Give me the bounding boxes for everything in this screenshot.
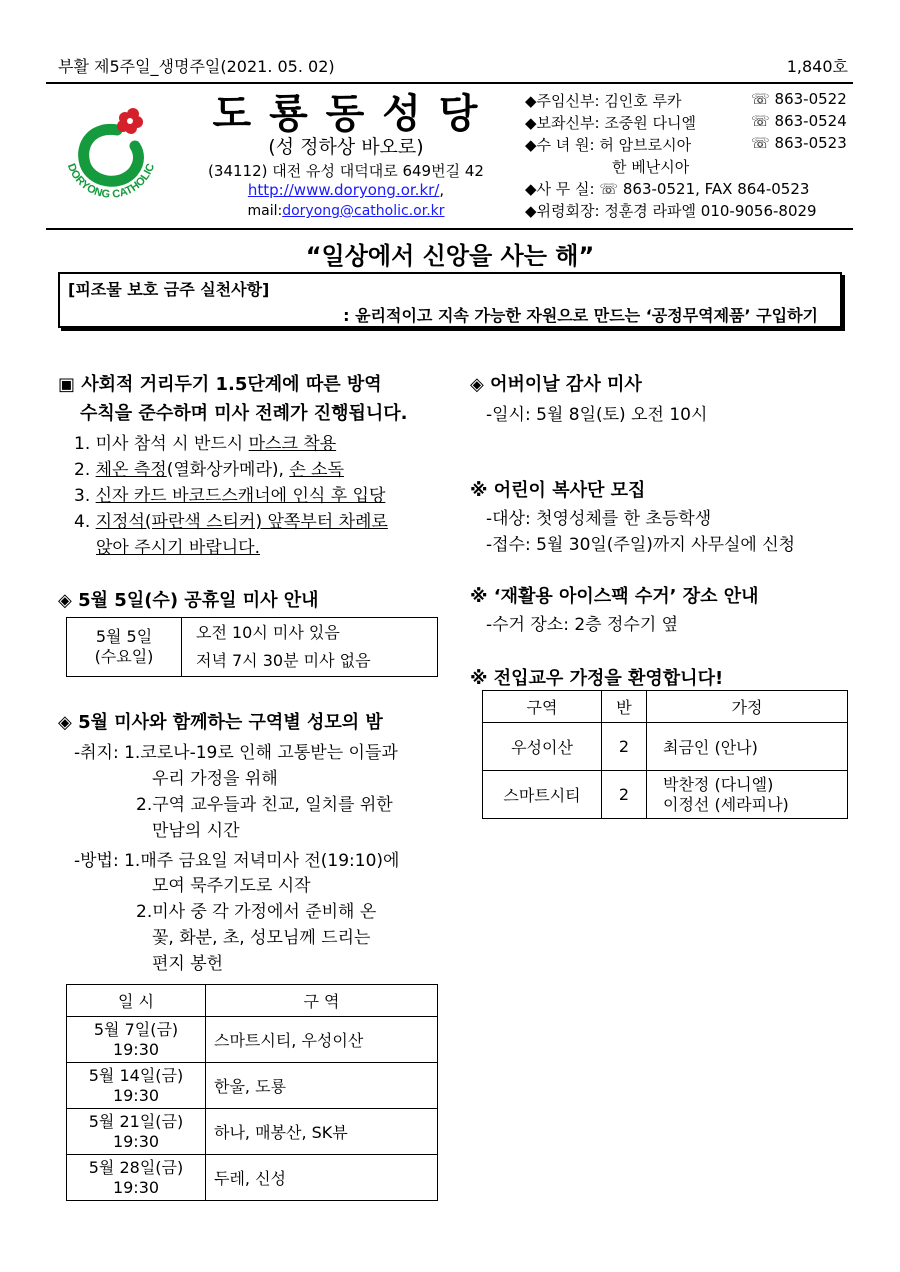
staff-row: [525, 178, 850, 200]
holiday-schedule-cell: [182, 618, 438, 677]
mail-line: [186, 203, 506, 219]
website-link[interactable]: http://www.doryong.or.kr/: [247, 181, 440, 199]
area-cell: 한울, 도룡: [206, 1063, 438, 1109]
area-cell: 스마트시티: [483, 771, 602, 819]
welcome-title: ※ 전입교우 가정을 환영합니다!: [470, 668, 724, 689]
date-cell: [67, 1063, 206, 1109]
family-name: 박찬정 (다니엘): [663, 774, 774, 794]
row-time: 19:30: [112, 1039, 160, 1059]
staff-role: ◆보좌신부: 조중원 다니엘: [525, 114, 697, 132]
holiday-schedule-2: 저녁 7시 30분 미사 없음: [196, 651, 371, 670]
rule-emphasis: 손 소독: [289, 460, 344, 480]
notice-box: [58, 272, 842, 328]
altar-servers-detail: -접수: 5월 30일(주일)까지 사무실에 신청: [486, 535, 796, 555]
family-cell: 최금인 (안나): [647, 723, 848, 771]
column-header: 반: [602, 691, 647, 723]
rosary-line: -방법: 1.매주 금요일 저녁미사 전(19:10)에: [74, 851, 400, 871]
rosary-line: 꽃, 화분, 초, 성모님께 드리는: [152, 928, 371, 948]
ban-cell: 2: [602, 771, 647, 819]
welcome-table: [482, 690, 848, 819]
rule-number: 3.: [74, 486, 96, 506]
rule-emphasis: 마스크 착용: [248, 434, 337, 454]
altar-servers-title: ※ 어린이 복사단 모집: [470, 480, 646, 501]
column-header: 구역: [483, 691, 602, 723]
table-row: [483, 771, 848, 819]
staff-phone: ☏ 863-0523: [751, 134, 847, 152]
row-date: 5월 14일(금): [88, 1065, 184, 1085]
rosary-line: 우리 가정을 위해: [152, 769, 278, 789]
holiday-date: 5월 5일: [95, 627, 153, 646]
rosary-line: 2.미사 중 각 가정에서 준비해 온: [136, 902, 377, 922]
staff-role: 한 베난시아: [612, 158, 690, 176]
staff-role: ◆위령회장: 정훈경 라파엘 010-9056-8029: [525, 202, 817, 220]
staff-row: [525, 90, 850, 112]
table-row: [67, 1155, 438, 1201]
website-line: [186, 181, 506, 199]
distancing-title-2: 수칙을 준수하며 미사 전례가 진행됩니다.: [80, 403, 408, 424]
issue-number: 1,840호: [786, 57, 848, 76]
icepack-title: ※ ‘재활용 아이스팩 수거’ 장소 안내: [470, 586, 759, 607]
row-date: 5월 7일(금): [93, 1019, 179, 1039]
rosary-line: 편지 봉헌: [152, 954, 224, 974]
right-column: [470, 368, 855, 868]
table-row: [67, 1063, 438, 1109]
area-cell: 두레, 신성: [206, 1155, 438, 1201]
table-header-row: [67, 985, 438, 1017]
rule-emphasis: 지정석(파란색 스티커) 앞쪽부터 차례로: [95, 512, 388, 532]
rule-text: (열화상카메라),: [166, 460, 290, 480]
area-cell: 우성이산: [483, 723, 602, 771]
rosary-line: 모여 묵주기도로 시작: [152, 876, 311, 896]
left-column: [58, 368, 448, 1268]
staff-phone: ☏ 863-0524: [751, 112, 847, 130]
rule-item: [74, 481, 385, 506]
rule-number: 1.: [74, 434, 96, 454]
rule-text: 미사 참석 시 반드시: [95, 434, 249, 454]
holiday-weekday: (수요일): [94, 647, 154, 666]
staff-role: ◆주임신부: 김인호 루카: [525, 92, 682, 110]
rule-number: 4.: [74, 512, 96, 532]
table-row: [67, 1017, 438, 1063]
staff-role: ◆수 녀 원: 허 암브로시아: [525, 136, 692, 154]
mail-label: mail:: [247, 203, 283, 219]
distancing-title-1: ▣ 사회적 거리두기 1.5단계에 따른 방역: [58, 374, 382, 395]
family-name: 이정선 (세라피나): [663, 794, 789, 814]
rosary-line: 2.구역 교우들과 친교, 일치를 위한: [136, 795, 393, 815]
patron-saint: (성 정하상 바오로): [268, 136, 424, 158]
date-cell: [67, 1109, 206, 1155]
date-cell: [67, 1155, 206, 1201]
notice-title: [피조물 보호 금주 실천사항]: [68, 280, 270, 299]
website-suffix: ,: [439, 181, 445, 199]
rule-item: [74, 507, 388, 532]
column-header: 가정: [647, 691, 848, 723]
staff-role: ◆사 무 실: ☏ 863-0521, FAX 864-0523: [525, 180, 810, 198]
row-time: 19:30: [112, 1131, 160, 1151]
issue-date: 부활 제5주일_생명주일(2021. 05. 02): [58, 57, 335, 76]
holiday-schedule-1: 오전 10시 미사 있음: [196, 623, 340, 642]
staff-list: [525, 90, 850, 222]
rosary-line: 만남의 시간: [152, 821, 240, 841]
rosary-schedule-table: [66, 984, 438, 1201]
mail-link[interactable]: doryong@catholic.or.kr: [282, 203, 445, 219]
mothers-day-title: ◈ 어버이날 감사 미사: [470, 374, 642, 395]
rosary-line: -취지: 1.코로나-19로 인해 고통받는 이들과: [74, 743, 398, 763]
date-cell: [67, 1017, 206, 1063]
rule-emphasis: 신자 카드 바코드스캐너에 인식 후 입당: [95, 486, 386, 506]
rule-emphasis: 앉아 주시기 바랍니다.: [96, 538, 261, 558]
area-cell: 스마트시티, 우성이산: [206, 1017, 438, 1063]
column-header: 일 시: [67, 985, 206, 1017]
holiday-table: [66, 617, 438, 677]
logo-text: DORYONG CATHOLIC: [64, 161, 158, 201]
row-time: 19:30: [112, 1085, 160, 1105]
holiday-title: ◈ 5월 5일(수) 공휴일 미사 안내: [58, 590, 319, 611]
notice-text: : 윤리적이고 지속 가능한 자원으로 만드는 ‘공정무역제품’ 구입하기: [343, 306, 818, 325]
staff-row: [525, 200, 850, 222]
table-row: [483, 723, 848, 771]
table-header-row: [483, 691, 848, 723]
ban-cell: 2: [602, 723, 647, 771]
address: (34112) 대전 유성 대덕대로 649번길 42: [208, 162, 484, 180]
rule-item: [74, 429, 336, 454]
holiday-date-cell: [67, 618, 182, 677]
rule-item: [74, 455, 344, 480]
area-cell: 하나, 매봉산, SK뷰: [206, 1109, 438, 1155]
staff-phone: ☏ 863-0522: [751, 90, 847, 108]
table-row: [67, 1109, 438, 1155]
header-rule: [46, 228, 853, 230]
rule-item-continued: [96, 533, 260, 558]
row-date: 5월 28일(금): [88, 1157, 184, 1177]
rule-number: 2.: [74, 460, 96, 480]
staff-row: [525, 112, 850, 134]
parish-name: 도 룡 동 성 당: [212, 91, 480, 137]
rule-emphasis: 체온 측정: [95, 460, 167, 480]
year-motto: “일상에서 신앙을 사는 해”: [305, 242, 595, 270]
column-header: 구 역: [206, 985, 438, 1017]
row-date: 5월 21일(금): [88, 1111, 184, 1131]
parish-logo: [55, 100, 165, 210]
staff-row: [525, 156, 850, 178]
altar-servers-detail: -대상: 첫영성체를 한 초등학생: [486, 509, 712, 529]
rosary-title: ◈ 5월 미사와 함께하는 구역별 성모의 밤: [58, 712, 383, 733]
row-time: 19:30: [112, 1177, 160, 1197]
family-cell: [647, 771, 848, 819]
staff-row: [525, 134, 850, 156]
icepack-detail: -수거 장소: 2층 정수기 옆: [486, 615, 679, 635]
mothers-day-detail: -일시: 5월 8일(토) 오전 10시: [486, 405, 708, 425]
